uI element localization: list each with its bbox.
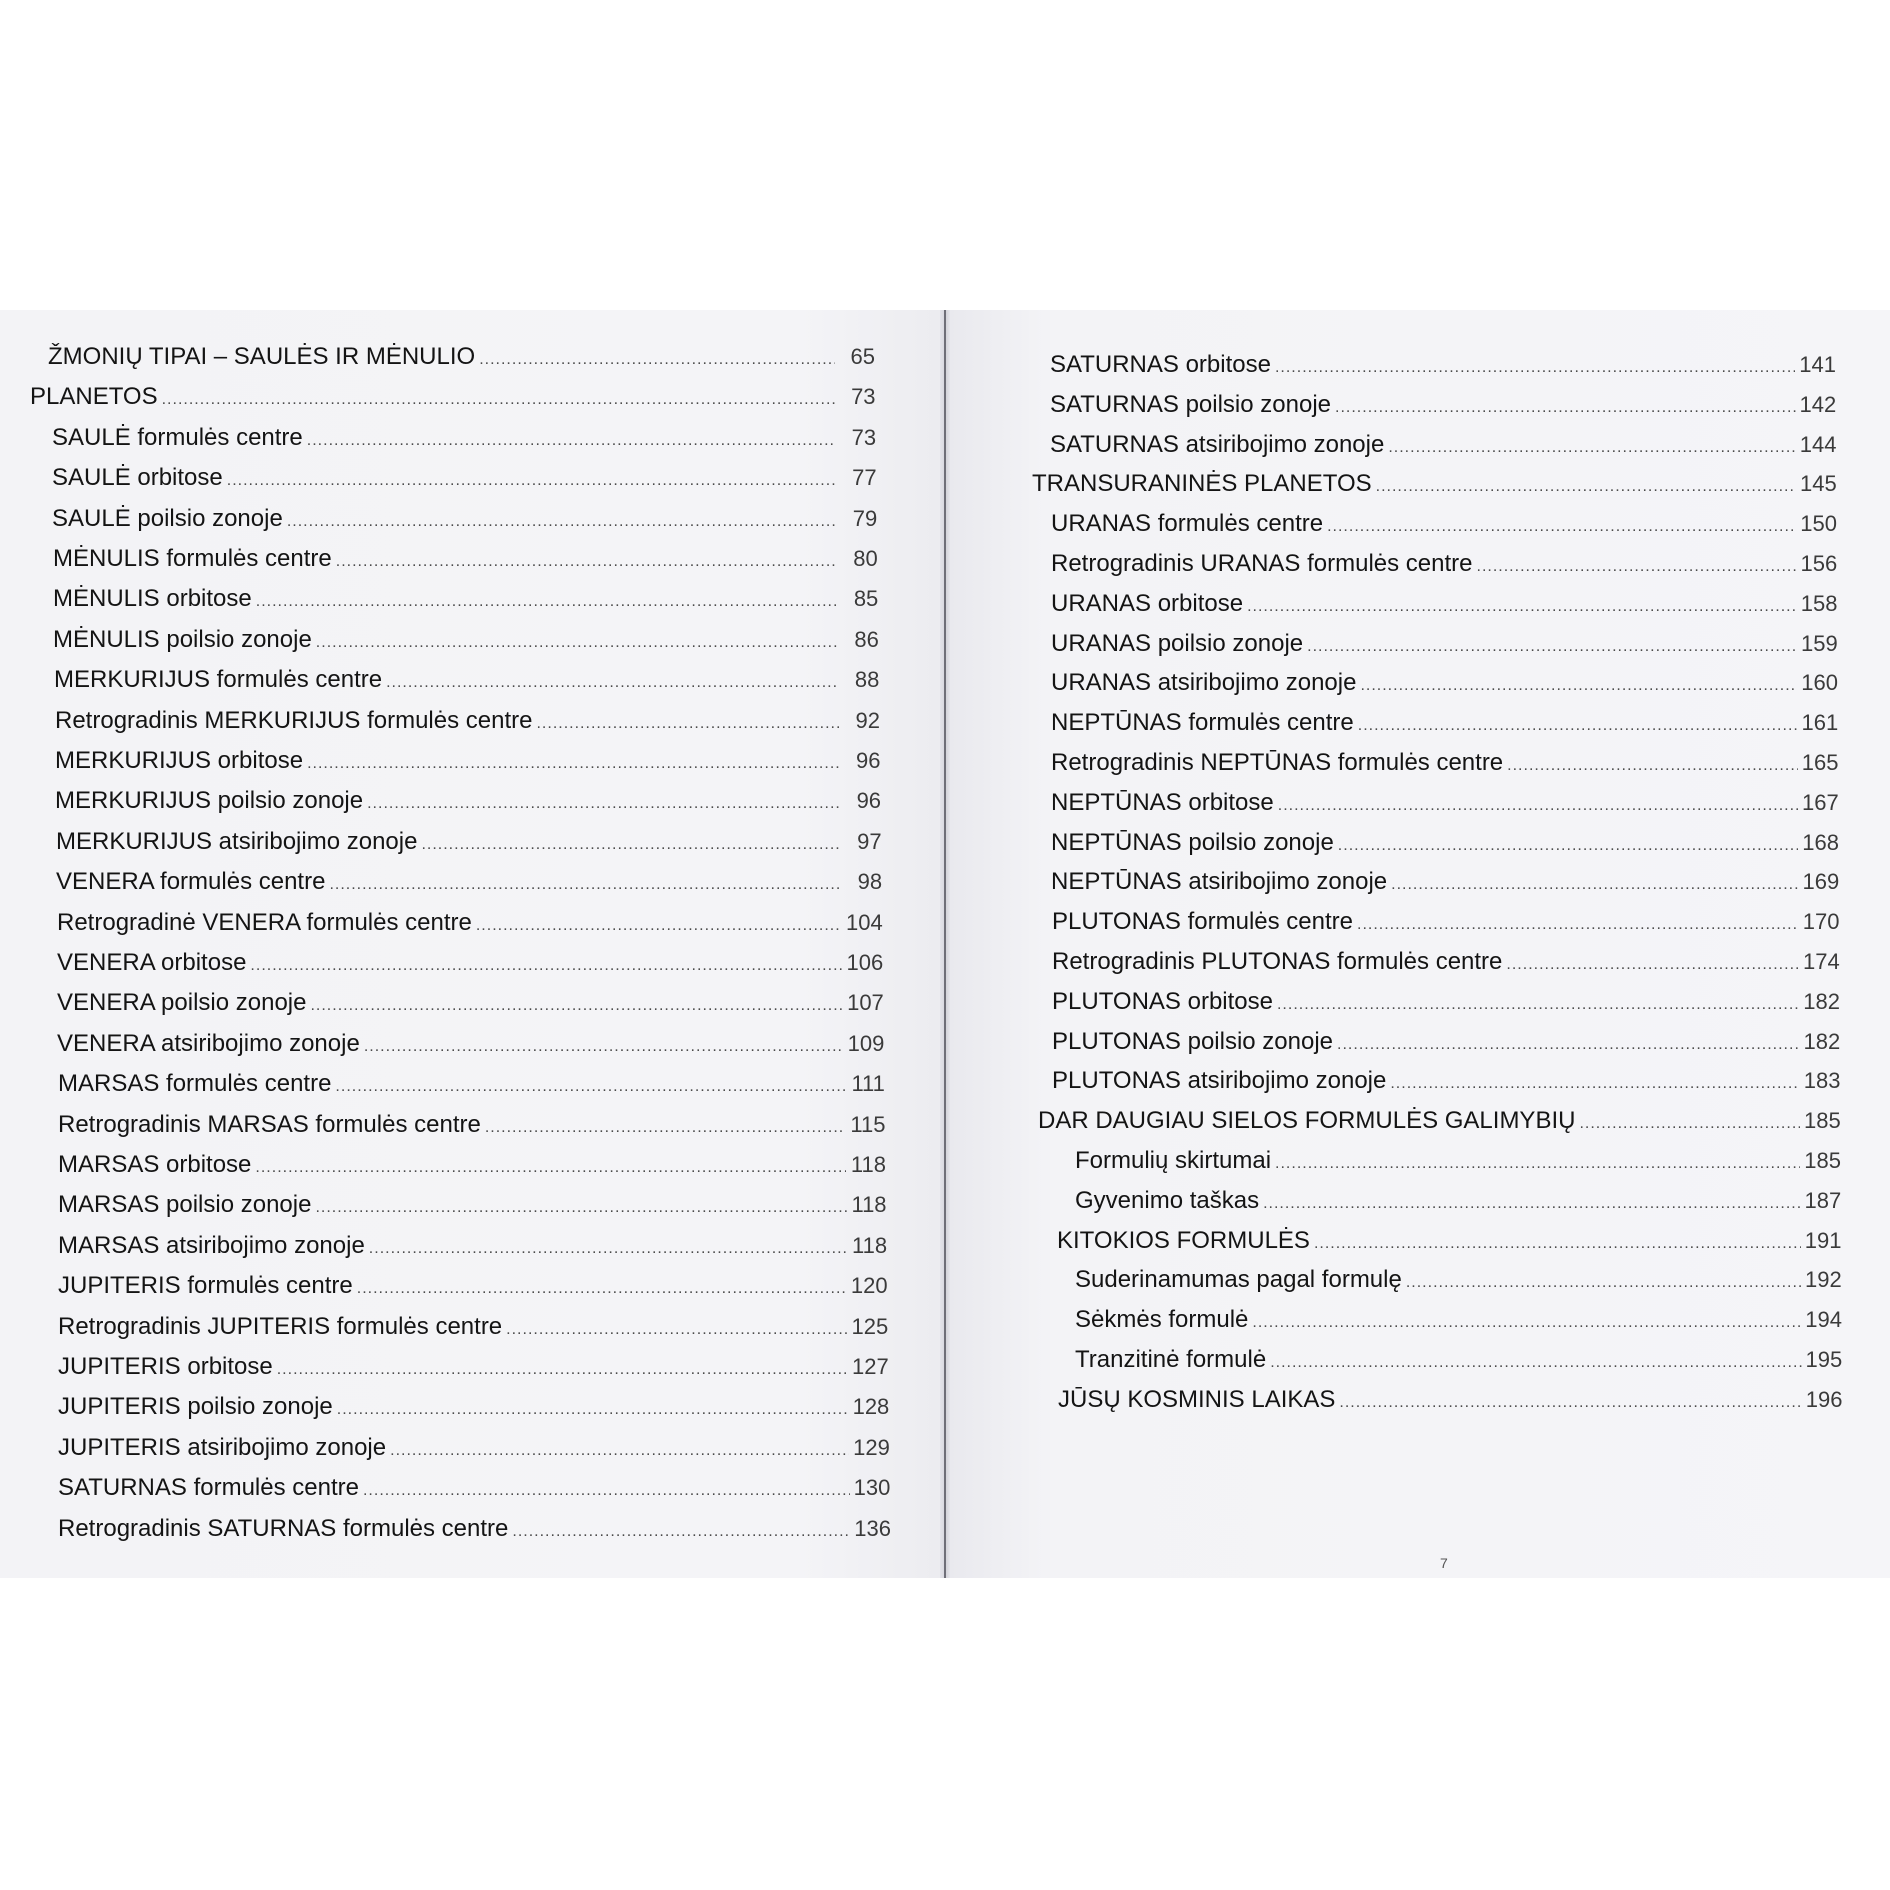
toc-entry-page: 194	[1805, 1307, 1842, 1333]
toc-entry-page: 165	[1801, 750, 1839, 775]
toc-entry-page: 111	[851, 1071, 885, 1097]
toc-leader-dots	[367, 787, 841, 821]
page-number: 7	[1440, 1555, 1448, 1571]
toc-entry-page: 118	[850, 1152, 886, 1177]
toc-leader-dots	[1307, 630, 1797, 664]
toc-leader-dots	[357, 1272, 847, 1306]
toc-entry-title: MERKURIJUS atsiribojimo zonoje	[56, 827, 418, 855]
toc-entry-title: VENERA poilsio zonoje	[57, 989, 307, 1017]
toc-leader-dots	[1247, 590, 1797, 624]
toc-entry-title: Retrogradinis PLUTONAS formulės centre	[1052, 948, 1503, 975]
toc-entry-page: 185	[1804, 1148, 1841, 1173]
toc-entry	[55, 744, 881, 778]
toc-entry-title: SAULĖ formulės centre	[52, 423, 303, 451]
toc-entry-title: MARSAS formulės centre	[58, 1070, 332, 1098]
toc-leader-dots	[485, 1111, 846, 1145]
toc-entry-title: MARSAS atsiribojimo zonoje	[58, 1231, 365, 1259]
toc-leader-dots	[1390, 1067, 1799, 1101]
toc-entry	[1050, 428, 1837, 462]
toc-entry-title: Sėkmės formulė	[1075, 1306, 1249, 1334]
toc-entry-page: 118	[851, 1192, 887, 1218]
toc-entry-page: 158	[1800, 590, 1838, 616]
toc-entry	[58, 1269, 888, 1303]
toc-entry-title: JUPITERIS atsiribojimo zonoje	[58, 1433, 387, 1461]
toc-entry-page: 104	[845, 909, 883, 935]
toc-entry	[58, 1229, 887, 1263]
toc-entry	[58, 1067, 885, 1101]
toc-leader-dots	[307, 424, 836, 458]
toc-leader-dots	[335, 1070, 844, 1104]
toc-leader-dots	[1357, 908, 1799, 942]
toc-leader-dots	[1579, 1107, 1800, 1141]
toc-entry-title: NEPTŪNAS poilsio zonoje	[1051, 828, 1334, 856]
toc-leader-dots	[1270, 1346, 1801, 1380]
toc-entry-title: MARSAS orbitose	[58, 1151, 252, 1178]
toc-leader-dots	[1388, 431, 1795, 465]
toc-leader-dots	[1252, 1306, 1801, 1340]
toc-entry-title: MERKURIJUS poilsio zonoje	[55, 787, 364, 815]
toc-entry-page: 159	[1801, 630, 1838, 656]
toc-entry-title: SAULĖ orbitose	[52, 464, 223, 492]
toc-leader-dots	[1335, 391, 1796, 425]
toc-entry-title: Retrogradinis MARSAS formulės centre	[58, 1110, 481, 1138]
toc-leader-dots	[386, 666, 839, 700]
toc-entry	[1051, 666, 1838, 700]
toc-entry-page: 73	[851, 384, 876, 410]
toc-leader-dots	[307, 747, 840, 781]
toc-entry-page: 92	[855, 707, 880, 733]
toc-leader-dots	[1314, 1227, 1801, 1261]
toc-entry-title: KITOKIOS FORMULĖS	[1057, 1226, 1310, 1254]
toc-entry-title: ŽMONIŲ TIPAI – SAULĖS IR MĖNULIO	[48, 343, 476, 370]
toc-entry-page: 185	[1804, 1108, 1841, 1134]
toc-entry-page: 170	[1802, 909, 1840, 935]
toc-entry-title: URANAS atsiribojimo zonoje	[1051, 669, 1357, 697]
toc-leader-dots	[1506, 948, 1799, 982]
toc-entry	[58, 1390, 889, 1424]
toc-entry	[1051, 786, 1839, 820]
toc-leader-dots	[256, 585, 839, 619]
toc-entry-page: 174	[1803, 949, 1840, 974]
toc-leader-dots	[315, 1191, 846, 1225]
toc-entry	[55, 704, 880, 738]
toc-entry-title: Tranzitinė formulė	[1075, 1346, 1267, 1373]
toc-entry	[58, 1108, 885, 1142]
toc-leader-dots	[250, 949, 842, 983]
toc-entry	[30, 380, 876, 414]
toc-leader-dots	[227, 464, 837, 498]
toc-entry-title: JUPITERIS poilsio zonoje	[58, 1393, 333, 1421]
toc-entry-title: VENERA orbitose	[57, 949, 247, 976]
toc-entry-page: 129	[853, 1434, 890, 1460]
toc-leader-dots	[512, 1515, 850, 1549]
toc-entry-title: MERKURIJUS formulės centre	[54, 666, 383, 694]
toc-entry-page: 77	[852, 465, 877, 491]
toc-leader-dots	[1477, 550, 1797, 584]
toc-entry	[1075, 1343, 1842, 1377]
toc-entry	[1050, 388, 1836, 422]
toc-entry-page: 187	[1804, 1187, 1842, 1213]
toc-entry-title: SATURNAS orbitose	[1050, 351, 1271, 378]
toc-entry	[1038, 1104, 1841, 1138]
toc-entry	[57, 946, 883, 980]
toc-leader-dots	[1507, 749, 1798, 783]
toc-entry	[1058, 1383, 1843, 1417]
toc-entry	[53, 582, 878, 616]
toc-entry	[1032, 467, 1837, 501]
toc-entry	[1051, 746, 1839, 780]
toc-entry-page: 182	[1803, 988, 1840, 1014]
toc-entry-title: NEPTŪNAS formulės centre	[1051, 709, 1354, 737]
toc-leader-dots	[1358, 709, 1798, 743]
toc-leader-dots	[1338, 829, 1798, 863]
toc-entry	[52, 421, 876, 455]
toc-entry-title: Retrogradinis NEPTŪNAS formulės centre	[1051, 749, 1504, 776]
toc-entry-page: 106	[846, 950, 884, 975]
toc-entry-page: 80	[853, 546, 878, 571]
toc-entry	[1051, 547, 1837, 581]
toc-entry	[58, 1431, 890, 1465]
book-gutter	[940, 310, 950, 1578]
toc-entry-page: 168	[1802, 829, 1839, 855]
toc-entry	[57, 986, 884, 1020]
toc-leader-dots	[1376, 470, 1796, 504]
toc-leader-dots	[255, 1151, 846, 1185]
toc-leader-dots	[1339, 1386, 1801, 1420]
toc-entry-page: 85	[853, 586, 879, 612]
toc-entry-title: Retrogradinis URANAS formulės centre	[1051, 550, 1473, 577]
open-book	[0, 310, 1890, 1578]
toc-entry-page: 136	[854, 1515, 891, 1541]
toc-leader-dots	[1275, 351, 1795, 385]
toc-entry-page: 97	[857, 828, 882, 854]
toc-entry	[58, 1471, 890, 1505]
toc-entry-page: 195	[1805, 1347, 1843, 1372]
toc-entry-page: 144	[1799, 431, 1837, 457]
toc-entry-title: DAR DAUGIAU SIELOS FORMULĖS GALIMYBIŲ	[1038, 1107, 1576, 1135]
toc-entry-page: 156	[1800, 551, 1838, 576]
toc-leader-dots	[162, 383, 836, 417]
toc-entry	[58, 1148, 886, 1182]
toc-entry-page: 120	[850, 1273, 888, 1299]
toc-leader-dots	[316, 626, 839, 660]
toc-entry	[53, 623, 879, 657]
toc-entry-title: JŪSŲ KOSMINIS LAIKAS	[1058, 1385, 1336, 1413]
toc-entry-title: PLUTONAS atsiribojimo zonoje	[1052, 1067, 1387, 1095]
toc-entry-title: NEPTŪNAS orbitose	[1051, 788, 1274, 816]
toc-entry	[58, 1188, 887, 1222]
toc-leader-dots	[1263, 1187, 1800, 1221]
toc-entry	[58, 1512, 891, 1546]
toc-entry	[57, 906, 883, 940]
toc-entry	[52, 461, 877, 495]
toc-entry	[1052, 905, 1840, 939]
toc-leader-dots	[369, 1232, 847, 1266]
toc-entry-title: SATURNAS poilsio zonoje	[1050, 390, 1332, 418]
toc-entry-page: 167	[1802, 789, 1839, 815]
toc-entry-page: 128	[852, 1394, 890, 1420]
toc-entry-title: MĖNULIS poilsio zonoje	[53, 625, 312, 653]
toc-leader-dots	[336, 545, 838, 579]
toc-entry-page: 169	[1802, 869, 1840, 895]
toc-entry	[1051, 865, 1839, 899]
toc-entry-page: 107	[847, 990, 884, 1016]
toc-entry-title: SATURNAS atsiribojimo zonoje	[1050, 430, 1385, 458]
right-page	[950, 310, 1890, 1578]
toc-entry-title: Retrogradinis MERKURIJUS formulės centre	[55, 706, 533, 734]
toc-leader-dots	[390, 1434, 849, 1468]
toc-entry	[58, 1310, 888, 1344]
toc-leader-dots	[1391, 868, 1798, 902]
toc-leader-dots	[1278, 789, 1798, 823]
toc-entry-page: 118	[852, 1232, 888, 1258]
toc-entry-title: VENERA atsiribojimo zonoje	[57, 1029, 360, 1057]
toc-entry-page: 142	[1799, 391, 1837, 417]
toc-entry-title: JUPITERIS formulės centre	[58, 1272, 353, 1300]
toc-entry	[56, 825, 882, 859]
toc-entry-title: URANAS formulės centre	[1051, 510, 1324, 538]
toc-entry	[1051, 627, 1838, 661]
toc-entry-title: Retrogradinis SATURNAS formulės centre	[58, 1514, 509, 1542]
toc-entry-page: 73	[851, 424, 877, 450]
toc-entry-page: 96	[856, 748, 881, 773]
toc-entry-page: 115	[850, 1111, 886, 1137]
toc-entry	[58, 1350, 889, 1384]
toc-entry-page: 109	[847, 1030, 885, 1056]
left-page	[0, 310, 940, 1578]
toc-entry	[48, 340, 875, 374]
toc-entry-title: PLUTONAS orbitose	[1052, 987, 1273, 1015]
toc-leader-dots	[506, 1313, 847, 1347]
toc-entry	[1075, 1263, 1842, 1297]
toc-leader-dots	[421, 828, 841, 862]
toc-entry	[1057, 1224, 1842, 1258]
toc-entry-title: Formulių skirtumai	[1075, 1147, 1272, 1174]
toc-entry-title: SAULĖ poilsio zonoje	[52, 504, 283, 532]
toc-entry	[56, 865, 882, 899]
toc-leader-dots	[1277, 988, 1799, 1022]
toc-entry	[1052, 1025, 1840, 1059]
toc-entry	[55, 784, 881, 818]
toc-entry-title: URANAS poilsio zonoje	[1051, 629, 1304, 657]
toc-entry-title: Retrogradinė VENERA formulės centre	[57, 908, 472, 936]
toc-entry-page: 145	[1800, 471, 1837, 497]
toc-entry-title: PLUTONAS poilsio zonoje	[1052, 1027, 1334, 1055]
toc-entry-page: 130	[853, 1475, 891, 1501]
toc-leader-dots	[476, 909, 842, 943]
toc-entry	[1050, 348, 1836, 382]
toc-entry	[57, 1027, 884, 1061]
toc-leader-dots	[287, 505, 837, 539]
toc-entry-page: 125	[851, 1313, 889, 1339]
toc-entry-page: 192	[1805, 1267, 1842, 1293]
toc-entry-title: TRANSURANINĖS PLANETOS	[1032, 470, 1372, 498]
toc-entry-title: MERKURIJUS orbitose	[55, 747, 304, 774]
toc-entry	[1052, 985, 1840, 1019]
toc-entry-title: NEPTŪNAS atsiribojimo zonoje	[1051, 868, 1388, 896]
toc-leader-dots	[337, 1393, 849, 1427]
toc-entry-page: 150	[1800, 511, 1837, 537]
toc-entry-title: Retrogradinis JUPITERIS formulės centre	[58, 1312, 503, 1340]
toc-entry-title: PLUTONAS formulės centre	[1052, 908, 1353, 936]
toc-entry-title: PLANETOS	[30, 383, 158, 411]
toc-entry-page: 127	[852, 1354, 889, 1379]
toc-entry-title: Suderinamumas pagal formulę	[1075, 1266, 1402, 1294]
toc-leader-dots	[277, 1353, 848, 1387]
toc-entry-page: 98	[857, 869, 883, 895]
toc-entry	[54, 663, 879, 697]
toc-entry-page: 141	[1799, 352, 1836, 377]
toc-leader-dots	[364, 1030, 844, 1064]
toc-entry	[1075, 1184, 1841, 1218]
toc-entry	[1075, 1303, 1842, 1337]
toc-entry	[1075, 1144, 1841, 1178]
toc-entry-page: 86	[854, 626, 879, 652]
toc-entry-title: URANAS orbitose	[1051, 589, 1244, 617]
toc-entry-page: 88	[854, 667, 880, 693]
toc-leader-dots	[1406, 1266, 1801, 1300]
toc-entry-page: 191	[1804, 1227, 1842, 1253]
toc-leader-dots	[1360, 669, 1797, 703]
toc-entry-page: 161	[1801, 710, 1839, 736]
toc-entry	[1051, 706, 1838, 740]
toc-entry-page: 183	[1803, 1068, 1841, 1094]
toc-entry-page: 182	[1803, 1028, 1841, 1054]
toc-entry-title: MĖNULIS orbitose	[53, 585, 252, 613]
toc-entry	[1052, 1064, 1841, 1098]
toc-leader-dots	[1327, 510, 1796, 544]
toc-entry	[1051, 826, 1839, 860]
toc-leader-dots	[1337, 1028, 1800, 1062]
toc-entry-page: 65	[850, 344, 875, 369]
toc-entry-title: MARSAS poilsio zonoje	[58, 1191, 312, 1219]
toc-entry	[1051, 507, 1837, 541]
toc-entry-title: JUPITERIS orbitose	[58, 1353, 273, 1380]
toc-entry	[53, 542, 878, 576]
toc-entry-page: 96	[856, 788, 882, 814]
toc-entry-title: MĖNULIS formulės centre	[53, 545, 332, 572]
toc-leader-dots	[536, 707, 839, 741]
toc-leader-dots	[310, 989, 843, 1023]
toc-entry-page: 196	[1805, 1386, 1843, 1412]
toc-entry	[1051, 587, 1838, 621]
toc-entry-page: 79	[852, 505, 878, 531]
toc-leader-dots	[479, 343, 835, 377]
toc-leader-dots	[363, 1474, 850, 1508]
toc-entry	[52, 502, 877, 536]
toc-entry-page: 160	[1801, 670, 1838, 696]
toc-entry-title: Gyvenimo taškas	[1075, 1186, 1260, 1214]
toc-entry	[1052, 945, 1840, 979]
toc-entry-title: SATURNAS formulės centre	[58, 1474, 359, 1502]
toc-entry-title: VENERA formulės centre	[56, 868, 326, 896]
toc-leader-dots	[1275, 1147, 1800, 1181]
toc-leader-dots	[329, 868, 842, 902]
